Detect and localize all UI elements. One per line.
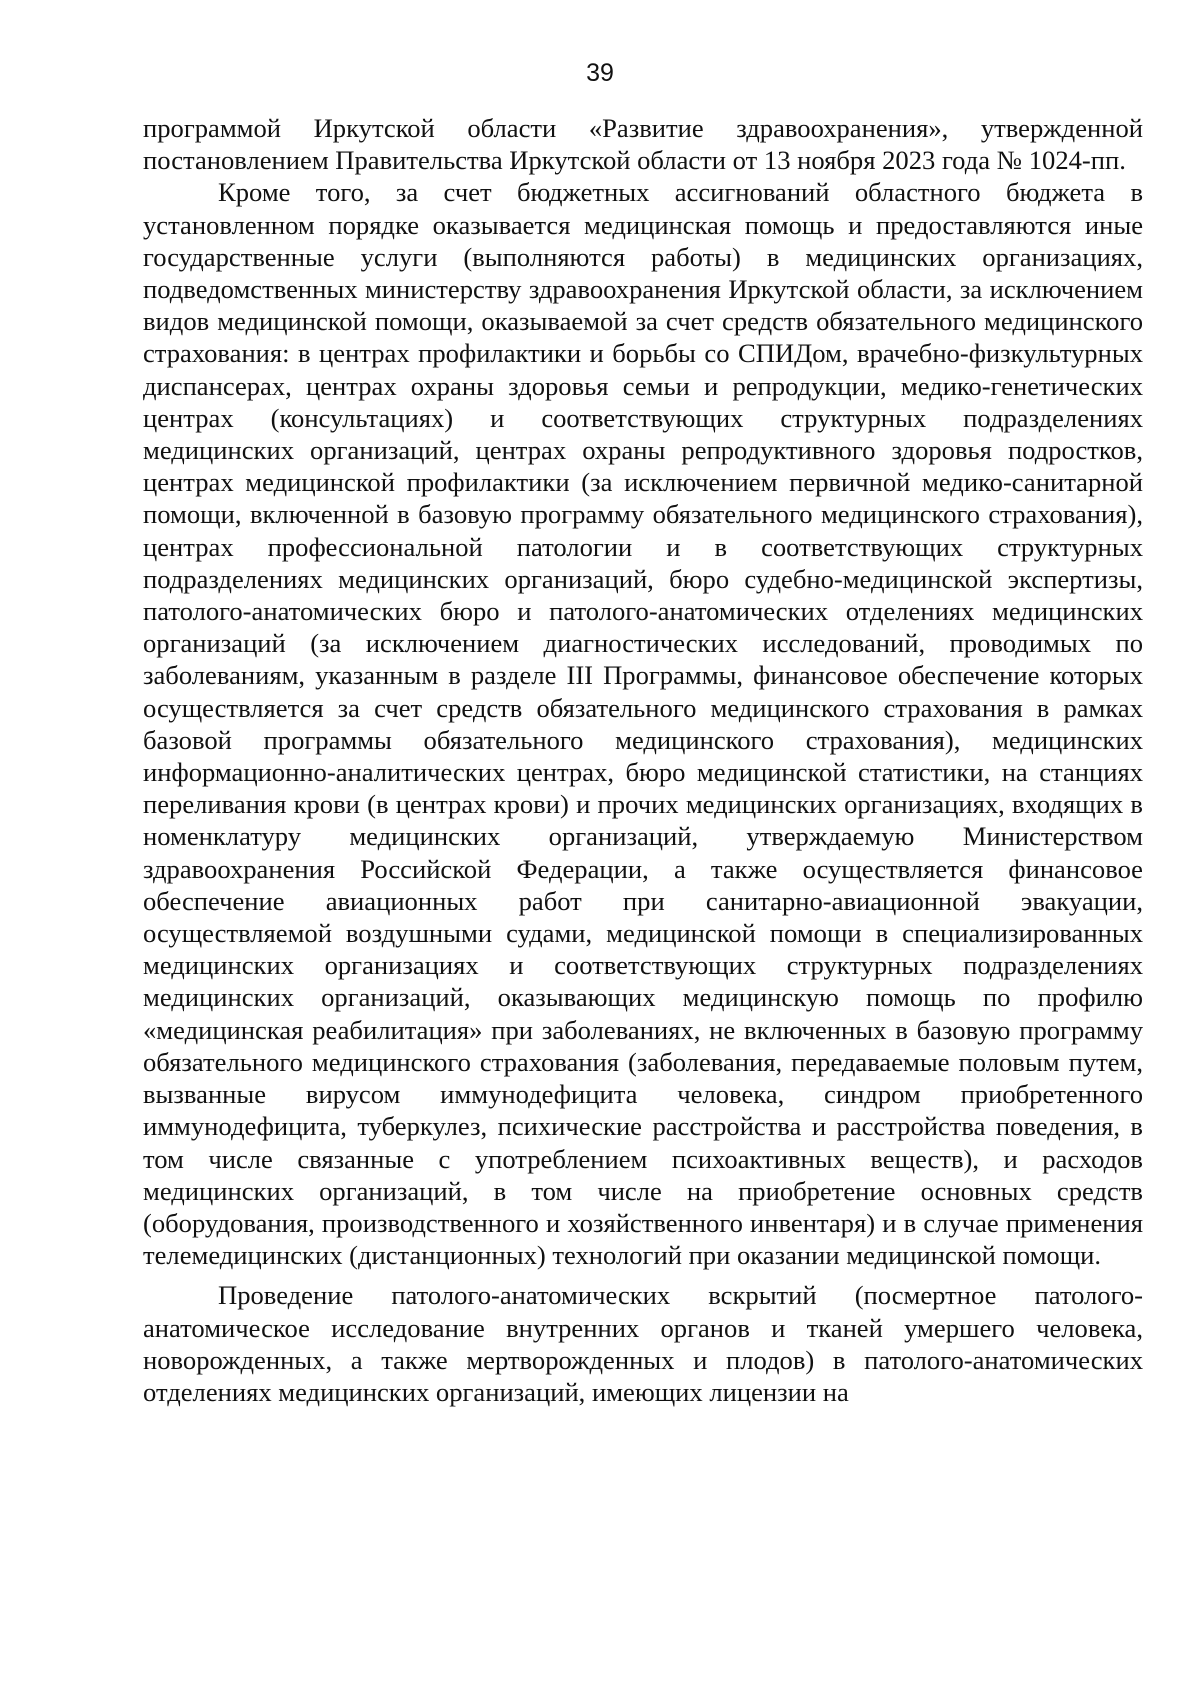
paragraph-budget-funding: Кроме того, за счет бюджетных ассигнований областного бюджета в установленном порядке оказывается медицинская помощь и предоставляются иные государственные услуги (выполняются работы) в медицинских организациях, подведомственных министерству здравоохранения Иркутской области, за исключением видов медицинской помощи, оказываемой за счет средств обязательного медицинского страхования: в центрах профилактики и борьбы со СПИДом, врачебно-физкультурных диспансерах, центрах охраны здоровья семьи и репродукции, медико-генетических центрах (консультациях) и соответствующих структурных подразделениях медицинских организаций, центрах охраны репродуктивного здоровья подростков, центрах медицинской профилактики (за исключением первичной медико-санитарной помощи, включенной в базовую программу обязательного медицинского страхования), центрах профессиональной патологии и в соответствующих структурных подразделениях медицинских организаций, бюро судебно-медицинской экспертизы, патолого-анатомических бюро и патолого-анатомических отделениях медицинских организаций (за исключением диагностических исследований, проводимых по заболеваниям, указанным в разделе III Программы, финансовое обеспечение которых осуществляется за счет средств обязательного медицинского страхования в рамках базовой программы обязательного медицинского страхования), медицинских информационно-аналитических центрах, бюро медицинской статистики, на станциях переливания крови (в центрах крови) и прочих медицинских организациях, входящих в номенклатуру медицинских организаций, утверждаемую Министерством здравоохранения Российской Федерации, а также осуществляется финансовое обеспечение авиационных работ при санитарно-авиационной эвакуации, осуществляемой воздушными судами, медицинской помощи в специализированных медицинских организациях и соответствующих структурных подразделениях медицинских организаций, оказывающих медицинскую помощь по профилю «медицинская реабилитация» при заболеваниях, не включенных в базовую программу обязательного медицинского страхования (заболевания, передаваемые половым путем, вызванные вирусом иммунодефицита человека, синдром приобретенного иммунодефицита, туберкулез, психические расстройства и расстройства поведения, в том числе связанные с употреблением психоактивных веществ), и расходов медицинских организаций, в том числе на приобретение основных средств (оборудования, производственного и хозяйственного инвентаря) и в случае применения телемедицинских (дистанционных) технологий при оказании медицинской помощи.	[143, 177, 1143, 1271]
page-number: 39	[586, 59, 614, 87]
document-body	[143, 112, 1143, 1408]
paragraph-continuation: программой Иркутской области «Развитие здравоохранения», утвержденной постановлением Правительства Иркутской области от 13 ноября 2023 года № 1024-пп.	[143, 113, 1143, 176]
paragraph-autopsies: Проведение патолого-анатомических вскрытий (посмертное патолого-анатомическое исследование внутренних органов и тканей умершего человека, новорожденных, а также мертворожденных и плодов) в патолого-анатомических отделениях медицинских организаций, имеющих лицензии на	[143, 1280, 1143, 1407]
